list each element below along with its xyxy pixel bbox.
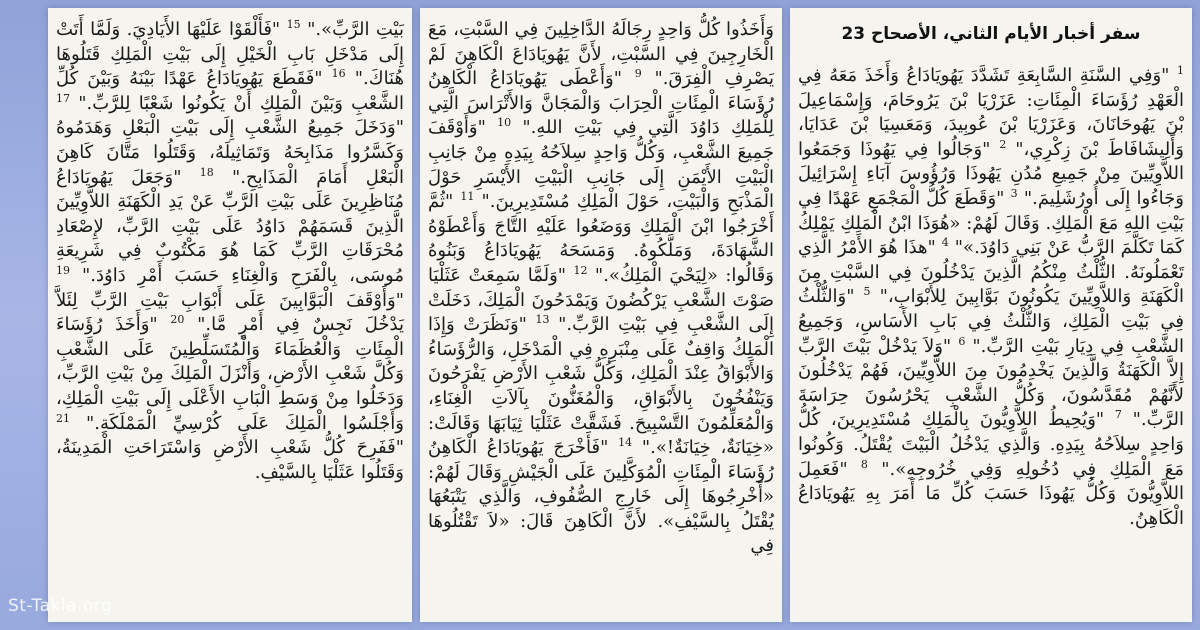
verse-number: 11 [460,190,475,204]
verse-number: 13 [535,313,550,327]
verse-text: "فَعَمِلَ اللاَّوِيُّونَ وَكُلُّ يَهُوذَا حَسَبَ كُلِّ مَا أَمَرَ بِهِ يَهُويَادَاعُ الْكَاهِنُ. [798,458,1184,529]
chapter-title: سفر أخبار الأيام الثاني، الأصحاح 23 [841,24,1141,44]
verse-text: "وَلاَ يَدْخُلْ بَيْتَ الرَّبِّ إِلاَّ الْكَهَنَةُ وَالَّذِينَ يَخْدِمُونَ مِنَ اللاَّوِيِّينَ، فَهُمْ يَدْخُلُونَ لأَنَّهُمْ مُقَدَّسُونَ، وَكُلُّ الشَّعْبِ يَحْرُسُونَ حِرَاسَةَ الرَّبِّ." [798,335,1184,431]
verse-text: "وَلَمَّا سَمِعَتْ عَثَلْيَا صَوْتَ الشَّعْبِ يَرْكُضُونَ وَيَمْدَحُونَ الْمَلِكَ، دَخَلَتْ إِلَى الشَّعْبِ فِي بَيْتِ الرَّبِّ." [428,264,774,336]
verse-number: 3 [1010,186,1018,200]
verse-number: 15 [286,18,301,31]
verse-text: "وَجَالُوا فِي يَهُوذَا وَجَمَعُوا اللاَّوِيِّينَ مِنْ جَمِيعِ مُدُنِ يَهُوذَا وَرُؤُوسَ آبَاءِ إِسْرَائِيلَ وَجَاءُوا إِلَى أُورُشَلِيمَ." [798,138,1184,209]
verse-number: 7 [1114,408,1122,422]
verse-number: 1 [1177,64,1184,77]
text-column-2 [420,8,782,559]
verse-text: "وَجَعَلَ يَهُويَادَاعُ مُنَاظِرِينَ عَلَى بَيْتِ الرَّبِّ عَنْ يَدِ الْكَهَنَةِ اللاَّوِيِّينَ الَّذِينَ قَسَمَهُمْ دَاوُدُ عَلَى بَيْتِ الرَّبِّ، لإِصْعَادِ مُحْرَقَاتِ الرَّبِّ كَمَا هُوَ مَكْتُوبٌ فِي شَرِيعَةِ مُوسَى، بِالْفَرَحِ وَالْغِنَاءِ حَسَبَ أَمْرِ دَاوُدَ." [56,166,404,286]
verse-number: 9 [634,67,642,81]
watermark-text: St-Takla.org [8,596,113,616]
verse-number: 4 [941,236,949,250]
verse-text: "فَقَطَعَ يَهُويَادَاعُ عَهْدًا بَيْنَهُ وَبَيْنَ كُلِّ الشَّعْبِ وَبَيْنَ الْمَلِكِ أَنْ يَكُونُوا شَعْبًا لِلرَّبِّ." [56,68,404,114]
text-column-3 [48,8,412,485]
verse-text: "وَأَوْقَفَ جَمِيعَ الشَّعْبِ، وَكُلُّ وَاحِدٍ سِلاَحُهُ بِيَدِهِ مِنْ جَانِبِ الْبَيْتِ الأَيْمَنِ إِلَى جَانِبِ الْبَيْتِ الأَيْسَرِ حَوْلَ الْمَذْبَحِ وَالْبَيْتِ، حَوْلَ الْمَلِكِ مُسْتَدِيرِينَ." [428,117,774,213]
verse-text: "وَيُحِيطُ اللاَّوِيُّونَ بِالْمَلِكِ مُسْتَدِيرِينَ، كُلُّ وَاحِدٍ سِلاَحُهُ بِيَدِهِ. وَالَّذِي يَدْخُلُ الْبَيْتَ يُقْتَلُ. وَكُونُوا مَعَ الْمَلِكِ فِي دُخُولِهِ وَفِي خُرُوجِهِ»." [798,409,1184,480]
verse-text: "هذَا هُوَ الأَمْرُ الَّذِي تَعْمَلُونَهُ. الثُّلْثُ مِنْكُمُ الَّذِينَ يَدْخُلُونَ فِي السَّبْتِ مِنَ الْكَهَنَةِ وَاللاَّوِيِّينَ يَكُونُونَ بَوَّابِينَ لِلأَبْوَابِ،" [798,237,1184,308]
verse-text: "وَقَطَعَ كُلُّ الْمَجْمَعِ عَهْدًا فِي بَيْتِ اللهِ مَعَ الْمَلِكِ. وَقَالَ لَهُمْ: «هُوَذَا ابْنُ الْمَلِكِ يَمْلِكُ كَمَا تَكَلَّمَ الرَّبُّ عَنْ بَنِي دَاوُدَ.»" [798,187,1184,259]
verse-text: بَيْتِ الرَّبِّ»." [307,19,404,40]
verse-text: "وَأَوْقَفَ الْبَوَّابِينَ عَلَى أَبْوَابِ بَيْتِ الرَّبِّ لِئَلاَّ يَدْخُلَ نَجِسٌ فِي أَمْرٍ مَّا." [56,289,404,336]
verse-number: 6 [958,334,966,348]
verse-text: "وَأَعْطَى يَهُويَادَاعُ الْكَاهِنُ رُؤَسَاءَ الْمِئَاتِ الْحِرَابَ وَالْمَجَانَّ وَالأَتْرَاسَ الَّتِي لِلْمَلِكِ دَاوُدَ الَّتِي فِي بَيْتِ اللهِ." [428,68,774,139]
verse-text: "ثُمَّ أَخْرَجُوا ابْنَ الْمَلِكِ وَوَضَعُوا عَلَيْهِ التَّاجَ وَأَعْطَوْهُ الشَّهَادَةَ، وَمَلَّكُوهُ. وَمَسَحَهُ يَهُويَادَاعُ وَبَنُوهُ وَقَالُوا: «لِيَحْيَ الْمَلِكُ»." [428,191,774,286]
verse-text: "وَالثُّلْثُ فِي بَيْتِ الْمَلِكِ، وَالثُّلْثُ فِي بَابِ الأَسَاسِ، وَجَمِيعُ الشَّعْبِ فِي دِيَارِ بَيْتِ الرَّبِّ." [798,286,1184,357]
verse-number: 10 [497,116,512,130]
verse-text: "وَنَظَرَتْ وَإِذَا الْمَلِكُ وَاقِفٌ عَلَى مِنْبَرِهِ فِي الْمَدْخَلِ، وَالرُّؤَسَاءُ وَالأَبْوَاقُ عِنْدَ الْمَلِكِ، وَكُلُّ شَعْبِ الأَرْضِ يَفْرَحُونَ وَيَنْفُخُونَ بِالأَبْوَاقِ، وَالْمُغَنُّونَ بِآلاَتِ الْغِنَاءِ، وَالْمُعَلِّمُونَ التَّسْبِيحَ. فَشَقَّتْ عَثَلْيَا ثِيَابَهَا وَقَالَتْ: «خِيَانَةٌ، خِيَانَةٌ!»." [428,314,774,459]
verse-number: 12 [573,263,588,277]
verse-number: 5 [863,285,871,299]
verse-text: "فَأَخْرَجَ يَهُويَادَاعُ الْكَاهِنُ رُؤَسَاءَ الْمِئَاتِ الْمُوَكَّلِينَ عَلَى الْجَيْشِ وَقَالَ لَهُمْ: «أَخْرِجُوهَا إِلَى خَارِجِ الصُّفُوفِ، وَالَّذِي يَتْبَعُهَا يُقْتَلُ بِالسَّيْفِ». لأَنَّ الْكَاهِنَ قَالَ: «لاَ تَقْتُلُوهَا فِي [428,437,774,557]
verse-text: "فَأَلْقَوْا عَلَيْهَا الأَيَادِيَ. وَلَمَّا أَتَتْ إِلَى مَدْخَلِ بَابِ الْخَيْلِ إِلَى بَيْتِ الْمَلِكِ قَتَلُوهَا هُنَاكَ." [56,19,404,90]
verse-number: 14 [618,436,633,450]
verse-number: 2 [999,137,1007,151]
verse-number: 8 [860,457,868,471]
verse-text: وَأَخَذُوا كُلُّ وَاحِدٍ رِجَالَهُ الدَّاخِلِينَ فِي السَّبْتِ، مَعَ الْخَارِجِينَ فِي السَّبْتِ، لأَنَّ يَهُويَادَاعَ الْكَاهِنَ لَمْ يَصْرِفِ الْفِرَقَ." [428,19,774,90]
verse-number: 19 [56,263,70,277]
verse-text: "فَفَرِحَ كُلُّ شَعْبِ الأَرْضِ وَاسْتَرَاحَتِ الْمَدِينَةُ، وَقَتَلُوا عَثَلْيَا بِالسَّيْفِ. [56,437,404,483]
verse-text: "وَدَخَلَ جَمِيعُ الشَّعْبِ إِلَى بَيْتِ الْبَعْلِ وَهَدَمُوهُ وَكَسَّرُوا مَذَابِحَهُ وَتَمَاثِيلَهُ، وَقَتَلُوا مَتَّانَ كَاهِنَ الْبَعْلِ أَمَامَ الْمَذَابِحِ." [56,117,404,188]
text-panel-2 [420,8,782,622]
verse-number: 16 [331,67,346,81]
text-panel-1 [790,8,1192,622]
text-panel-3 [48,8,412,622]
verse-text: "وَأَخَذَ رُؤَسَاءَ الْمِئَاتِ وَالْعُظَمَاءَ وَالْمُتَسَلِّطِينَ عَلَى الشَّعْبِ وَكُلَّ شَعْبِ الأَرْضِ، وَأَنْزَلَ الْمَلِكَ مِنْ بَيْتِ الرَّبِّ، وَدَخَلُوا مِنْ وَسَطِ الْبَابِ الأَعْلَى إِلَى بَيْتِ الْمَلِكِ، وَأَجْلَسُوا الْمَلِكَ عَلَى كُرْسِيِّ الْمَمْلَكَةِ." [56,314,404,434]
verse-number: 21 [56,411,70,425]
verse-text: "وَفِي السَّنَةِ السَّابِعَةِ تَشَدَّدَ يَهُويَادَاعُ وَأَخَذَ مَعَهُ فِي الْعَهْدِ رُؤَسَاءَ الْمِئَاتِ: عَزَرْيَا بْنَ يَرُوحَامَ، وَإِسْمَاعِيلَ بْنَ يَهُوحَانَانَ، وَعَزَرْيَا بْنَ عُوبِيدَ، وَمَعَسِيَا بْنَ عَدَايَا، وَأَلِيشَافَاطَ بْنَ زِكْرِي،" [798,65,1184,160]
verse-number: 20 [170,313,185,327]
text-column-1 [790,58,1192,531]
verse-number: 18 [199,165,214,179]
verse-number: 17 [56,91,70,105]
